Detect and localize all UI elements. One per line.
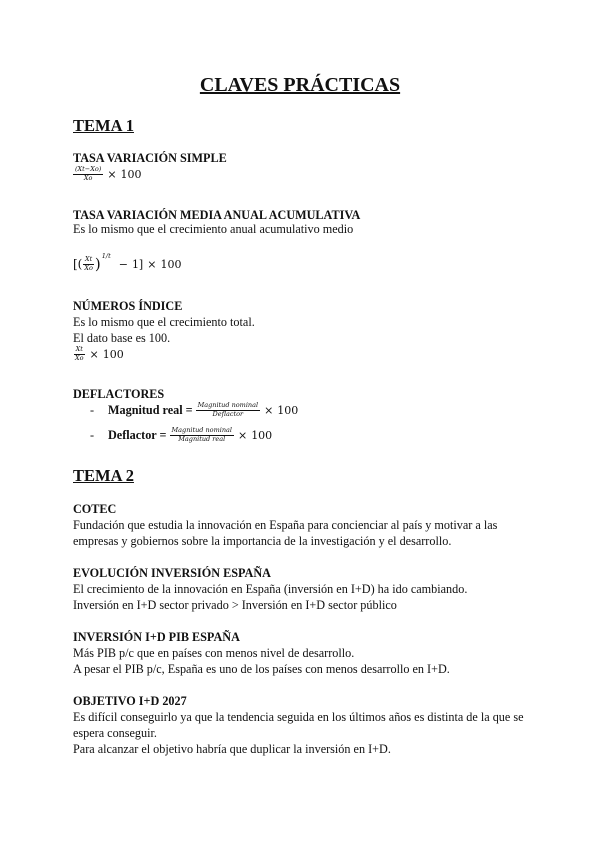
tasa-simple-formula <box>73 166 142 183</box>
close-paren: ) <box>94 254 101 273</box>
open-bracket: [( <box>73 257 83 272</box>
one-close-bracket: 1] <box>131 257 144 271</box>
bullet-dash: - <box>90 402 95 417</box>
fraction <box>73 166 103 183</box>
factor: 100 <box>160 257 182 271</box>
fraction-numerator: Magnitud nominal <box>197 401 259 409</box>
tasa-media-heading: TASA VARIACIÓN MEDIA ANUAL ACUMULATIVA <box>73 208 361 222</box>
times-sign: × <box>89 347 99 361</box>
times-sign: × <box>147 257 157 271</box>
fraction-denominator: Xo <box>84 264 93 273</box>
fraction-denominator: Deflactor <box>212 410 244 419</box>
bullet-dash: - <box>90 427 95 442</box>
numeros-indice-line-1: Es lo mismo que el crecimiento total. <box>73 315 255 329</box>
tema-1-heading: TEMA 1 <box>73 116 134 135</box>
factor: 100 <box>277 403 299 417</box>
fraction-numerator: (Xt−Xo) <box>75 165 102 173</box>
evolucion-line-2: Inversión en I+D sector privado > Inversión en I+D sector público <box>73 598 397 612</box>
factor: 100 <box>251 428 273 442</box>
objetivo-line-1: Es difícil conseguirlo ya que la tendencia seguida en los últimos años es distinta de la que se <box>73 710 524 724</box>
fraction-denominator: Magnitud real <box>178 435 226 444</box>
item-label: Deflactor = <box>108 427 167 442</box>
fraction-denominator: Xo <box>83 174 93 183</box>
tasa-media-text: Es lo mismo que el crecimiento anual acumulativo medio <box>73 222 354 236</box>
fraction-numerator: Magnitud nominal <box>171 426 232 434</box>
page-title: CLAVES PRÁCTICAS <box>199 74 401 96</box>
numeros-indice-formula <box>73 346 124 363</box>
tasa-simple-heading: TASA VARIACIÓN SIMPLE <box>73 151 227 165</box>
objetivo-heading: OBJETIVO I+D 2027 <box>73 694 187 708</box>
tasa-media-formula <box>73 252 182 273</box>
cotec-line-2: empresas y gobiernos sobre la importancia de la investigación y el desarrollo. <box>73 534 452 548</box>
item-formula <box>170 427 273 444</box>
evolucion-heading: EVOLUCIÓN INVERSIÓN ESPAÑA <box>73 566 271 580</box>
minus-sign: − <box>118 257 128 271</box>
inversion-pib-line-1: Más PIB p/c que en países con menos nivel de desarrollo. <box>73 646 355 660</box>
inversion-pib-heading: INVERSIÓN I+D PIB ESPAÑA <box>73 630 240 644</box>
objetivo-line-2: espera conseguir. <box>73 726 157 740</box>
exponent: 1/t <box>101 252 111 261</box>
times-sign: × <box>107 167 117 181</box>
times-sign: × <box>264 403 274 417</box>
fraction-numerator: Xt <box>85 255 93 263</box>
item-formula <box>196 402 299 419</box>
factor: 100 <box>102 347 124 361</box>
numeros-indice-line-2: El dato base es 100. <box>73 331 171 345</box>
fraction <box>170 427 234 444</box>
evolucion-line-1: El crecimiento de la innovación en España (inversión en I+D) ha ido cambiando. <box>73 582 468 596</box>
cotec-line-1: Fundación que estudia la innovación en España para concienciar al país y motivar a las <box>73 518 498 532</box>
tema-2-heading: TEMA 2 <box>73 466 134 485</box>
inversion-pib-line-2: A pesar el PIB p/c, España es uno de los países con menos desarrollo en I+D. <box>73 662 450 676</box>
times-sign: × <box>237 428 248 442</box>
numeros-indice-heading: NÚMEROS ÍNDICE <box>73 299 183 313</box>
objetivo-line-3: Para alcanzar el objetivo habría que duplicar la inversión en I+D. <box>73 742 391 756</box>
cotec-heading: COTEC <box>73 502 117 516</box>
deflactor-item-1 <box>90 402 298 419</box>
fraction <box>73 346 86 363</box>
item-label: Magnitud real = <box>108 402 193 417</box>
fraction-numerator: Xt <box>75 345 83 353</box>
deflactor-item-2 <box>90 427 272 444</box>
fraction <box>196 402 260 419</box>
factor: 100 <box>120 167 142 181</box>
fraction-denominator: Xo <box>75 354 84 363</box>
fraction <box>82 256 95 273</box>
deflactores-heading: DEFLACTORES <box>73 387 165 401</box>
